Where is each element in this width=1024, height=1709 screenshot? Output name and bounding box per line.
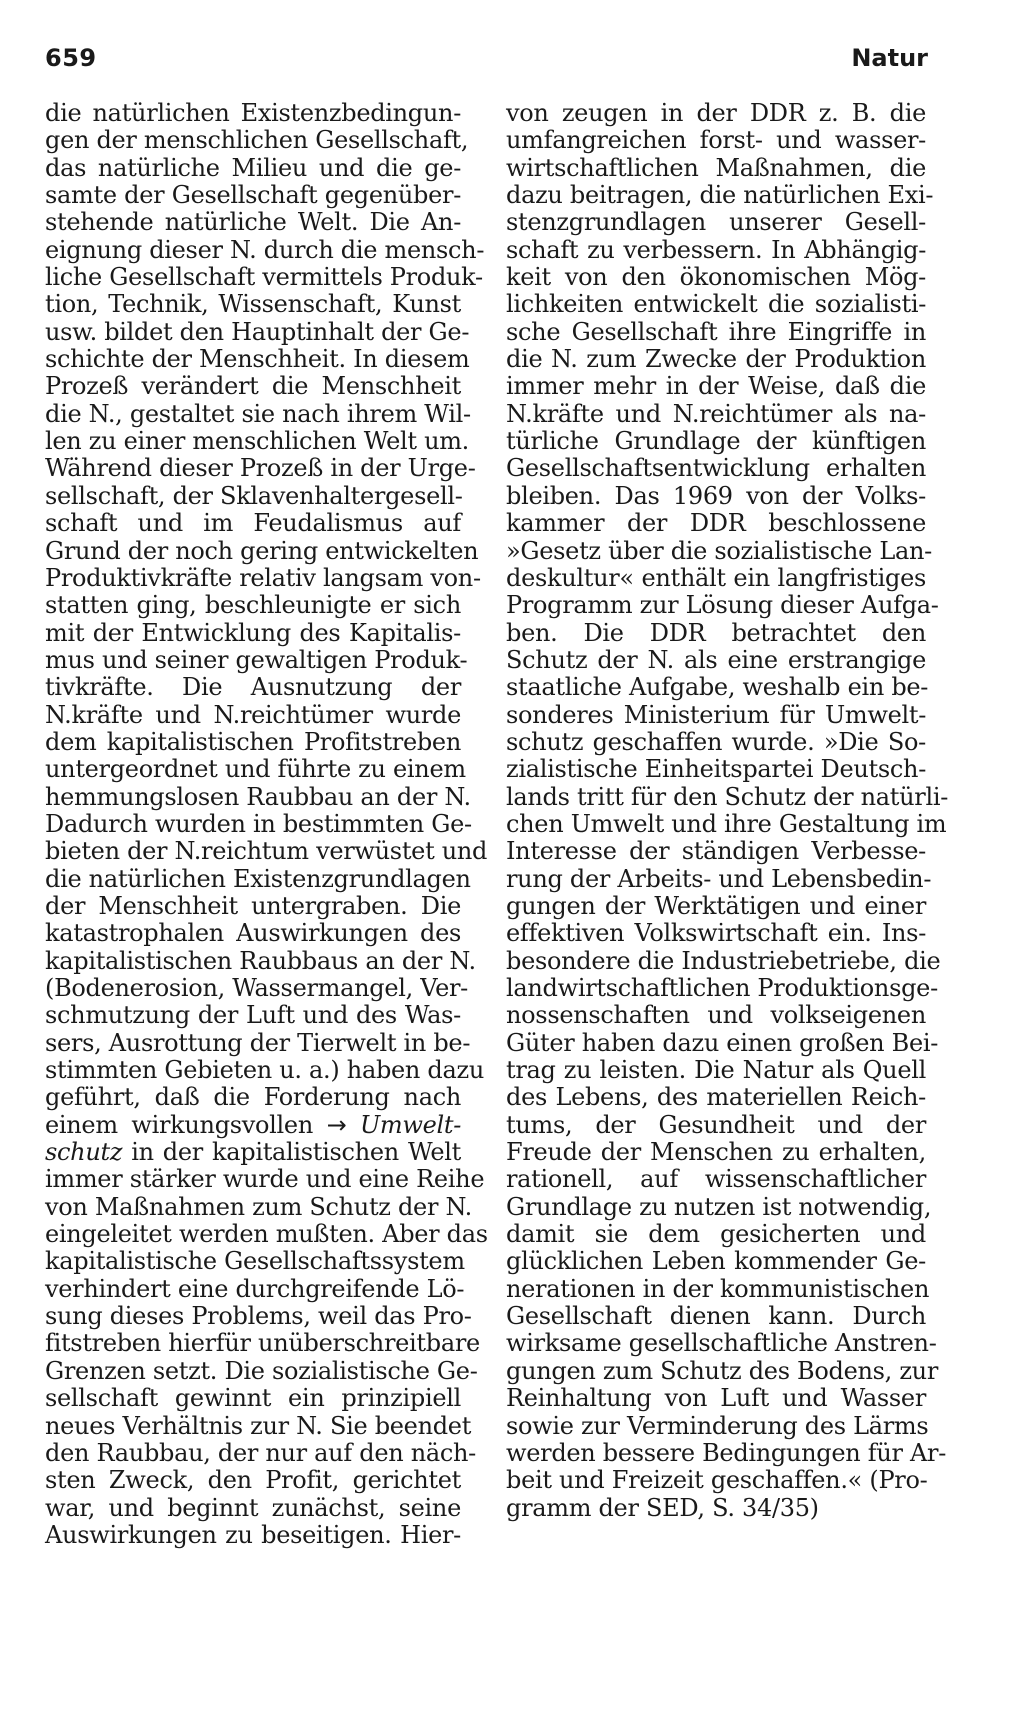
text-line: schutz geschaffen wurde. »Die So- — [506, 727, 926, 756]
text-line: tums, der Gesundheit und der — [506, 1110, 926, 1139]
cross-reference-link[interactable]: schutz — [45, 1138, 123, 1167]
text-line-with-reference — [45, 1112, 461, 1139]
text-line: Grenzen setzt. Die sozialistische Ge- — [45, 1356, 478, 1385]
text-line: wirksame gesellschaftliche Anstren- — [506, 1329, 937, 1358]
text-line: Programm zur Lösung dieser Aufga- — [506, 591, 939, 620]
text-line: den Raubbau, der nur auf den näch- — [45, 1438, 476, 1467]
text-line: Produktivkräfte relativ langsam von- — [45, 563, 481, 592]
text-line: stimmten Gebieten u. a.) haben dazu — [45, 1056, 484, 1085]
text-line: beit und Freizeit geschaffen.« (Pro- — [506, 1466, 928, 1495]
text-line: chen Umwelt und ihre Gestaltung im — [506, 809, 947, 838]
text-line: türliche Grundlage der künftigen — [506, 427, 926, 456]
text-line: neues Verhältnis zur N. Sie beendet — [45, 1411, 472, 1440]
text-line: des Lebens, des materiellen Reich- — [506, 1083, 926, 1112]
text-line: immer stärker wurde und eine Reihe — [45, 1165, 485, 1194]
text-line: zialistische Einheitspartei Deutsch- — [506, 755, 926, 784]
text-line: Reinhaltung von Luft und Wasser — [506, 1384, 926, 1413]
text-line: tivkräfte. Die Ausnutzung der — [45, 673, 461, 702]
text-line: die N. zum Zwecke der Produktion — [506, 345, 926, 374]
text-line: sellschaft gewinnt ein prinzipiell — [45, 1384, 461, 1413]
text-line: Freude der Menschen zu erhalten, — [506, 1138, 926, 1167]
text-line: Gesellschaftsentwicklung erhalten — [506, 454, 926, 483]
text-line: sung dieses Problems, weil das Pro- — [45, 1302, 472, 1331]
text-line: lands tritt für den Schutz der natürli- — [506, 782, 949, 811]
text-line: kapitalistische Gesellschaftssystem — [45, 1247, 465, 1276]
text-line: von Maßnahmen zum Schutz der N. — [45, 1192, 472, 1221]
text-line: Gesellschaft dienen kann. Durch — [506, 1302, 926, 1331]
text-line: mit der Entwicklung des Kapitalis- — [45, 618, 461, 647]
text-line: die natürlichen Existenzgrundlagen — [45, 864, 471, 893]
text-line: fitstreben hierfür unüberschreitbare — [45, 1329, 480, 1358]
text-line: Interesse der ständigen Verbesse- — [506, 837, 926, 866]
text-line: die N., gestaltet sie nach ihrem Wil- — [45, 399, 471, 428]
text-line: sellschaft, der Sklavenhaltergesell- — [45, 481, 463, 510]
text-line: der Menschheit untergraben. Die — [45, 891, 461, 920]
text-line: schaft und im Feudalismus auf — [45, 509, 461, 538]
text-line: gungen der Werktätigen und einer — [506, 891, 926, 920]
text-line: war, und beginnt zunächst, seine — [45, 1493, 461, 1522]
text-line: effektiven Volkswirtschaft ein. Ins- — [506, 919, 926, 948]
text-line: glücklichen Leben kommender Ge- — [506, 1247, 926, 1276]
text-line: bieten der N.reichtum verwüstet und — [45, 837, 488, 866]
text-line: rung der Arbeits- und Lebensbedin- — [506, 864, 932, 893]
text-line: samte der Gesellschaft gegenüber- — [45, 181, 461, 210]
text-line: dazu beitragen, die natürlichen Exi- — [506, 181, 934, 210]
text-line: sowie zur Verminderung des Lärms — [506, 1411, 929, 1440]
text-line: Grundlage zu nutzen ist notwendig, — [506, 1192, 932, 1221]
text-line: nossenschaften und volkseigenen — [506, 1001, 926, 1030]
text-line: landwirtschaftlichen Produktionsge- — [506, 974, 938, 1002]
text-line: liche Gesellschaft vermittels Produk- — [45, 263, 483, 292]
text-line: Schutz der N. als eine erstrangige — [506, 645, 926, 674]
text-line: immer mehr in der Weise, daß die — [506, 372, 926, 401]
text-line: besondere die Industriebetriebe, die — [506, 946, 941, 975]
text-line-with-reference — [45, 1139, 461, 1166]
text-line: usw. bildet den Hauptinhalt der Ge- — [45, 317, 470, 346]
text-line: eignung dieser N. durch die mensch- — [45, 235, 485, 264]
text-line: umfangreichen forst- und wasser- — [506, 126, 926, 155]
text-line: len zu einer menschlichen Welt um. — [45, 427, 470, 456]
text-line: katastrophalen Auswirkungen des — [45, 919, 461, 948]
text-line: die natürlichen Existenzbedingun- — [45, 99, 461, 127]
text-line: eingeleitet werden mußten. Aber das — [45, 1220, 488, 1249]
left-text-column — [45, 99, 488, 1549]
text-line: N.kräfte und N.reichtümer wurde — [45, 700, 461, 729]
text-line: tion, Technik, Wissenschaft, Kunst — [45, 290, 461, 319]
cross-reference-link[interactable]: Umwelt- — [359, 1110, 461, 1139]
text-line: kapitalistischen Raubbaus an der N. — [45, 946, 476, 975]
text-line: von zeugen in der DDR z. B. die — [506, 99, 926, 127]
text-line: sers, Ausrottung der Tierwelt in be- — [45, 1028, 471, 1057]
text-line: Während dieser Prozeß in der Urge- — [45, 454, 476, 483]
text-line: Auswirkungen zu beseitigen. Hier- — [45, 1520, 461, 1549]
text-line: wirtschaftlichen Maßnahmen, die — [506, 153, 926, 182]
right-text-column — [506, 99, 949, 1522]
text-line: keit von den ökonomischen Mög- — [506, 263, 926, 292]
text-line: Dadurch wurden in bestimmten Ge- — [45, 809, 472, 838]
text-line: schaft zu verbessern. In Abhängig- — [506, 235, 926, 264]
text-line: schichte der Menschheit. In diesem — [45, 345, 470, 374]
text-line: dem kapitalistischen Profitstreben — [45, 727, 461, 756]
text-line: Prozeß verändert die Menschheit — [45, 372, 461, 401]
text-line: rationell, auf wissenschaftlicher — [506, 1165, 926, 1194]
text-line: sten Zweck, den Profit, gerichtet — [45, 1466, 461, 1495]
text-line: Grund der noch gering entwickelten — [45, 536, 479, 565]
text-line: gungen zum Schutz des Bodens, zur — [506, 1356, 939, 1385]
cross-reference-arrow-icon: → — [326, 1110, 347, 1139]
text-line: das natürliche Milieu und die ge- — [45, 153, 461, 182]
text-line: lichkeiten entwickelt die sozialisti- — [506, 290, 926, 319]
text-segment: in der kapitalistischen Welt — [122, 1138, 461, 1167]
text-line: hemmungslosen Raubbau an der N. — [45, 782, 471, 811]
text-line: bleiben. Das 1969 von der Volks- — [506, 481, 926, 510]
text-line: stenzgrundlagen unserer Gesell- — [506, 208, 926, 237]
text-line: mus und seiner gewaltigen Produk- — [45, 645, 468, 674]
running-head: Natur — [851, 44, 928, 72]
text-line: statten ging, beschleunigte er sich — [45, 591, 461, 620]
text-line: staatliche Aufgabe, weshalb ein be- — [506, 673, 929, 702]
text-line: stehende natürliche Welt. Die An- — [45, 208, 461, 237]
text-line: trag zu leisten. Die Natur als Quell — [506, 1056, 926, 1085]
text-line: geführt, daß die Forderung nach — [45, 1083, 461, 1112]
text-segment: einem wirkungsvollen — [45, 1110, 327, 1139]
text-line: N.kräfte und N.reichtümer als na- — [506, 399, 926, 428]
text-line: untergeordnet und führte zu einem — [45, 755, 466, 784]
text-line: kammer der DDR beschlossene — [506, 509, 926, 538]
text-line: verhindert eine durchgreifende Lö- — [45, 1274, 465, 1303]
text-line: sche Gesellschaft ihre Eingriffe in — [506, 317, 926, 346]
text-line: »Gesetz über die sozialistische Lan- — [506, 536, 932, 565]
text-line: gen der menschlichen Gesellschaft, — [45, 126, 469, 155]
text-line: sonderes Ministerium für Umwelt- — [506, 700, 926, 729]
text-line: damit sie dem gesicherten und — [506, 1220, 926, 1249]
text-line: schmutzung der Luft und des Was- — [45, 1001, 461, 1030]
page-header — [45, 44, 928, 78]
text-line: (Bodenerosion, Wassermangel, Ver- — [45, 974, 468, 1002]
text-line: Güter haben dazu einen großen Bei- — [506, 1028, 939, 1057]
text-line: nerationen in der kommunistischen — [506, 1274, 930, 1303]
text-line: werden bessere Bedingungen für Ar- — [506, 1438, 946, 1467]
text-line: gramm der SED, S. 34/35) — [506, 1493, 819, 1522]
text-line: deskultur« enthält ein langfristiges — [506, 563, 926, 592]
page-number: 659 — [45, 44, 97, 72]
text-line: ben. Die DDR betrachtet den — [506, 618, 926, 647]
